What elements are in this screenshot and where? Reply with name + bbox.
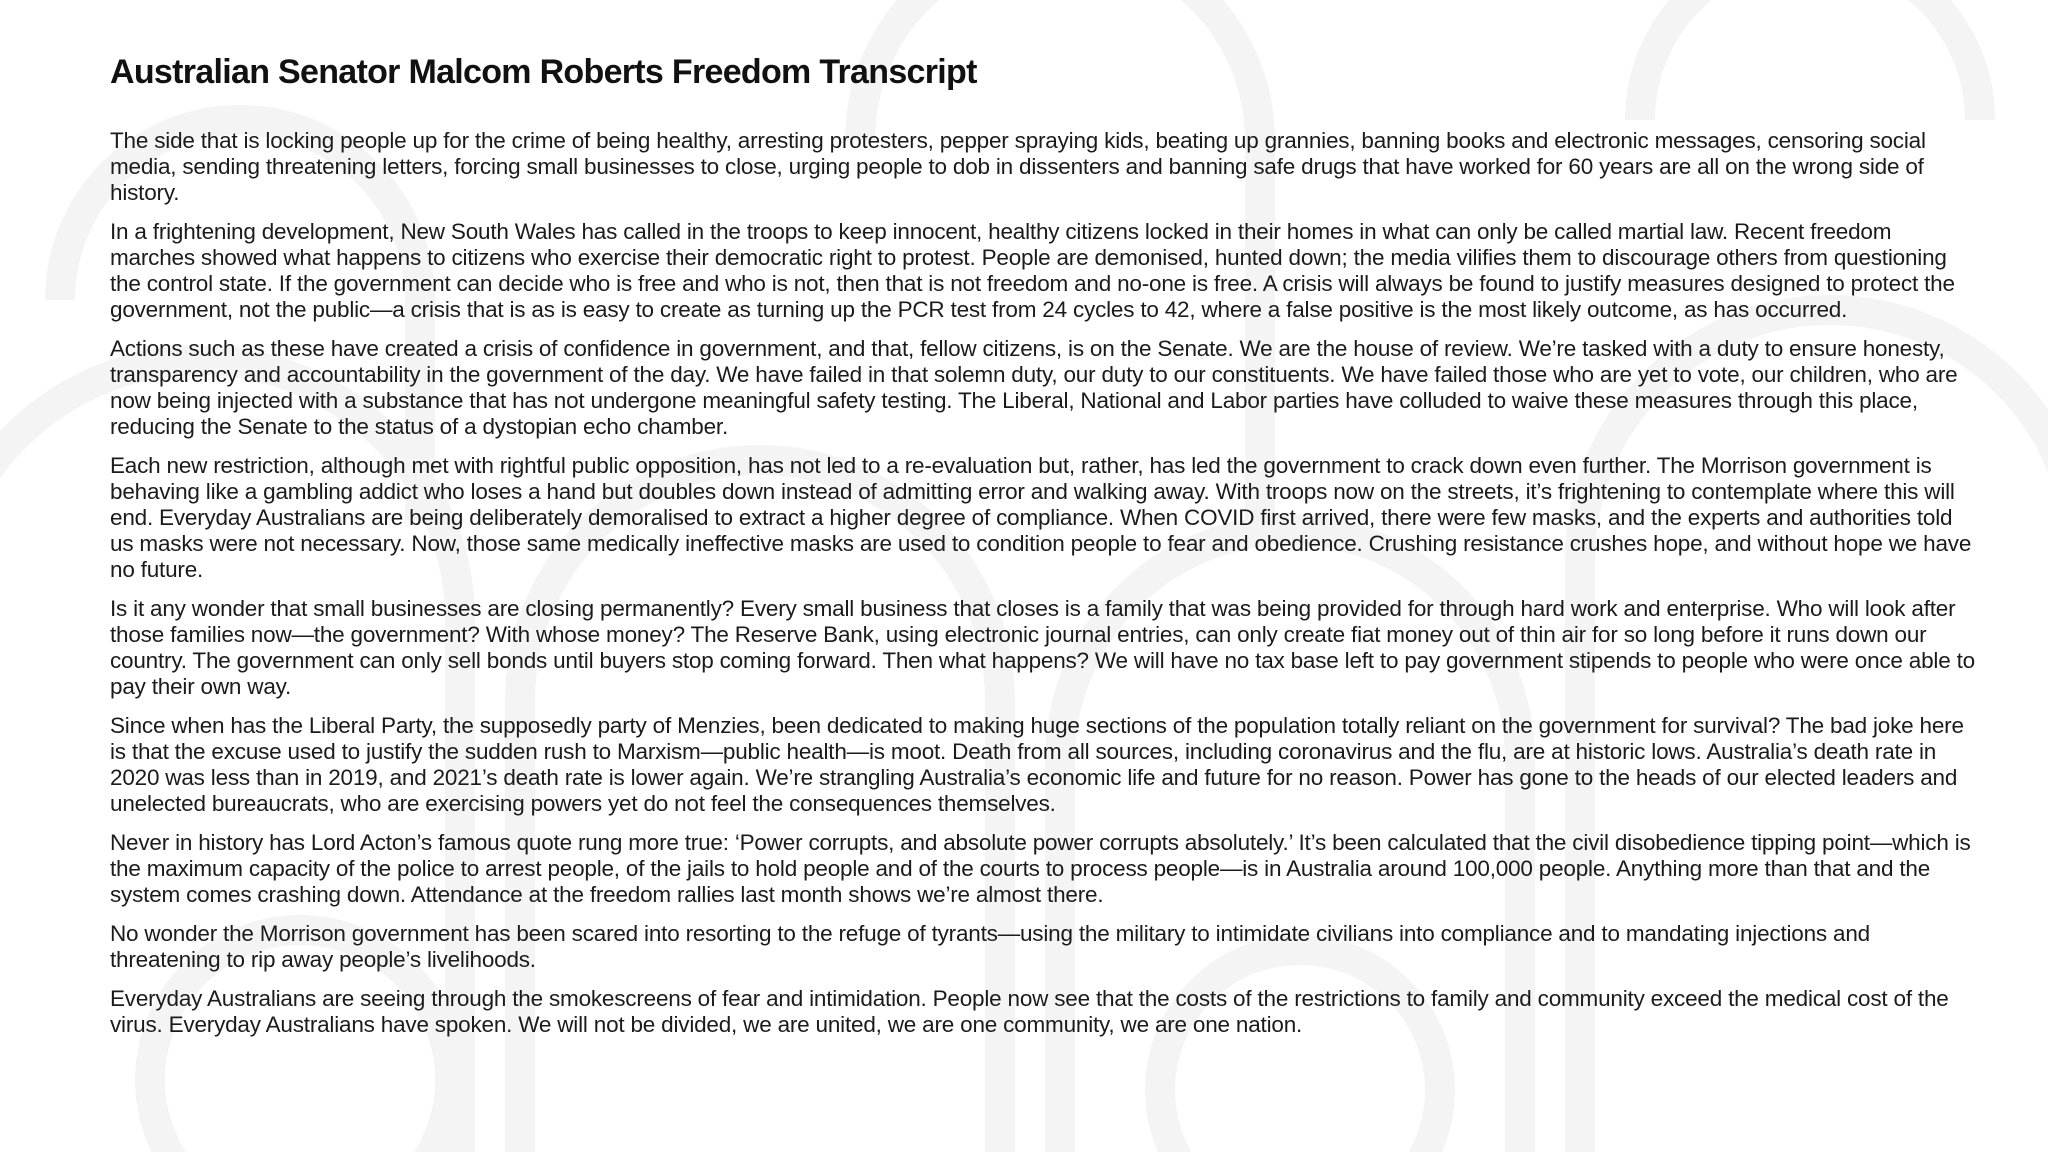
paragraph: Since when has the Liberal Party, the supposedly party of Menzies, been dedicated to making huge sections of the population totally reliant on the government for survival? The bad joke here is that the excuse used to justify the sudden rush to Marxism—public health—is moot. Death from all sources, including coronavirus and the flu, are at historic lows. Australia’s death rate in 2020 was less than in 2019, and 2021’s death rate is lower again. We’re strangling Australia’s economic life and future for no reason. Power has gone to the heads of our elected leaders and unelected bureaucrats, who are exercising powers yet do not feel the consequences themselves. [110,713,1964,816]
paragraph: No wonder the Morrison government has been scared into resorting to the refuge of tyrants—using the military to intimidate civilians into compliance and to mandating injections and threatening to rip away people’s livelihoods. [110,921,1870,972]
paragraph: Each new restriction, although met with rightful public opposition, has not led to a re-evaluation but, rather, has led the government to crack down even further. The Morrison government is behaving like a gambling addict who loses a hand but doubles down instead of admitting error and walking away. With troops now on the streets, it’s frightening to contemplate where this will end. Everyday Australians are being deliberately demoralised to extract a higher degree of compliance. When COVID first arrived, there were few masks, and the experts and authorities told us masks were not necessary. Now, those same medically ineffective masks are used to condition people to fear and obedience. Crushing resistance crushes hope, and without hope we have no future. [110,453,1972,582]
paragraph: Everyday Australians are seeing through the smokescreens of fear and intimidation. People now see that the costs of the restrictions to family and community exceed the medical cost of the virus. Everyday Australians have spoken. We will not be divided, we are united, we are one community, we are one nation. [110,986,1949,1037]
paragraph: Is it any wonder that small businesses are closing permanently? Every small business that closes is a family that was being provided for through hard work and enterprise. Who will look after those families now—the government? With whose money? The Reserve Bank, using electronic journal entries, can only create fiat money out of thin air for so long before it runs down our country. The government can only sell bonds until buyers stop coming forward. Then what happens? We will have no tax base left to pay government stipends to people who were once able to pay their own way. [110,596,1975,699]
transcript-body [110,128,1978,1051]
paragraph: In a frightening development, New South Wales has called in the troops to keep innocent, healthy citizens locked in their homes in what can only be called martial law. Recent freedom marches showed what happens to citizens who exercise their democratic right to protest. People are demonised, hunted down; the media vilifies them to discourage others from questioning the control state. If the government can decide who is free and who is not, then that is not freedom and no-one is free. A crisis will always be found to justify measures designed to protect the government, not the public—a crisis that is as is easy to create as turning up the PCR test from 24 cycles to 42, where a false positive is the most likely outcome, as has occurred. [110,219,1955,322]
paragraph: The side that is locking people up for the crime of being healthy, arresting protesters, pepper spraying kids, beating up grannies, banning books and electronic messages, censoring social media, sending threatening letters, forcing small businesses to close, urging people to dob in dissenters and banning safe drugs that have worked for 60 years are all on the wrong side of history. [110,128,1926,205]
page-title: Australian Senator Malcom Roberts Freedom Transcript [110,53,977,91]
paragraph: Actions such as these have created a crisis of confidence in government, and that, fellow citizens, is on the Senate. We are the house of review. We’re tasked with a duty to ensure honesty, transparency and accountability in the government of the day. We have failed in that solemn duty, our duty to our constituents. We have failed those who are yet to vote, our children, who are now being injected with a substance that has not undergone meaningful safety testing. The Liberal, National and Labor parties have colluded to waive these measures through this place, reducing the Senate to the status of a dystopian echo chamber. [110,336,1958,439]
paragraph: Never in history has Lord Acton’s famous quote rung more true: ‘Power corrupts, and absolute power corrupts absolutely.’ It’s been calculated that the civil disobedience tipping point—which is the maximum capacity of the police to arrest people, of the jails to hold people and of the courts to process people—is in Australia around 100,000 people. Anything more than that and the system comes crashing down. Attendance at the freedom rallies last month shows we’re almost there. [110,830,1971,907]
